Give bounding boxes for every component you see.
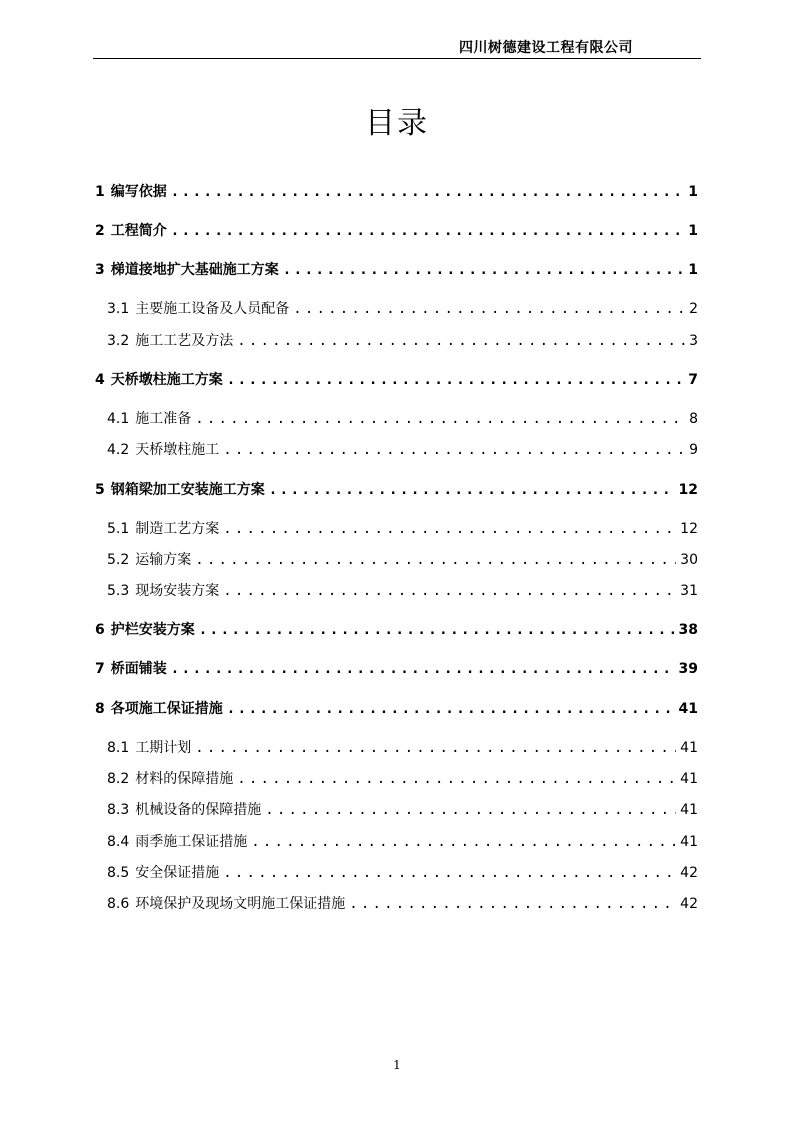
toc-entry-number: 5 [95,482,105,498]
toc-entry-page: 31 [680,583,698,599]
toc-entry-page: 42 [680,896,698,912]
toc-dot-leader [237,771,676,787]
toc-entry-number: 8.3 [107,802,130,818]
toc-entry-label: 编写依据 [110,184,167,200]
toc-entry-label: 机械设备的保障措施 [135,802,262,818]
toc-entry-label: 运输方案 [135,552,192,568]
toc-entry-number: 2 [95,223,105,239]
toc-entry-page: 39 [678,661,698,677]
toc-entry-number: 5.3 [107,583,130,599]
toc-entry-number: 4.2 [107,442,130,458]
toc-dot-leader [223,583,676,599]
toc-dot-leader [227,701,675,717]
toc-dot-leader [223,521,676,537]
toc-entry-page: 12 [678,482,698,498]
toc-entry-page: 1 [688,262,698,278]
toc-entry-page: 2 [689,301,698,317]
toc-entry-page: 41 [680,834,698,850]
toc-dot-leader [199,622,675,638]
toc-entry-page: 7 [688,372,698,388]
toc-entry-8-5[interactable] [107,862,698,882]
toc-entry-label: 钢箱梁加工安装施工方案 [110,482,265,498]
toc-entry-8-2[interactable] [107,768,698,788]
toc-entry-number: 8 [95,701,105,717]
toc-entry-page: 1 [688,223,698,239]
toc-entry-label: 护栏安装方案 [110,622,195,638]
toc-entry-label: 施工准备 [135,411,192,427]
toc-entry-4-1[interactable] [107,408,698,428]
toc-entry-label: 工期计划 [135,740,192,756]
toc-entry-2[interactable] [95,220,698,240]
toc-entry-page: 42 [680,865,698,881]
toc-entry-3-1[interactable] [107,298,698,318]
toc-dot-leader [349,896,676,912]
toc-entry-page: 3 [689,333,698,349]
toc-entry-4-2[interactable] [107,439,698,459]
toc-entry-label: 桥面铺装 [110,661,167,677]
toc-entry-number: 4.1 [107,411,130,427]
toc-entry-page: 41 [680,771,698,787]
header-rule [93,58,701,59]
toc-dot-leader [223,865,676,881]
toc-entry-number: 8.1 [107,740,130,756]
toc-dot-leader [269,482,675,498]
toc-entry-page: 9 [689,442,698,458]
toc-dot-leader [227,372,685,388]
toc-entry-number: 3 [95,262,105,278]
toc-entry-number: 3.1 [107,301,130,317]
toc-entry-number: 3.2 [107,333,130,349]
toc-dot-leader [171,223,685,239]
toc-entry-page: 1 [688,184,698,200]
toc-entry-page: 30 [680,552,698,568]
header-company-name: 四川树德建设工程有限公司 [459,40,633,56]
toc-entry-4[interactable] [95,369,698,389]
toc-entry-label: 梯道接地扩大基础施工方案 [110,262,279,278]
toc-entry-6[interactable] [95,619,698,639]
toc-entry-number: 8.6 [107,896,130,912]
toc-entry-3-2[interactable] [107,330,698,350]
toc-dot-leader [251,834,676,850]
toc-entry-5-3[interactable] [107,580,698,600]
footer-page-number: 1 [393,1058,401,1072]
toc-entry-number: 7 [95,661,105,677]
toc-entry-label: 制造工艺方案 [135,521,220,537]
toc-entry-page: 8 [689,411,698,427]
toc-entry-8[interactable] [95,698,698,718]
toc-dot-leader [195,411,685,427]
page-title: 目录 [365,106,429,141]
toc-dot-leader [171,661,675,677]
toc-dot-leader [195,552,676,568]
toc-entry-5[interactable] [95,479,698,499]
toc-entry-label: 环境保护及现场文明施工保证措施 [135,896,346,912]
toc-dot-leader [265,802,676,818]
toc-entry-number: 5.1 [107,521,130,537]
toc-entry-label: 各项施工保证措施 [110,701,223,717]
toc-dot-leader [237,333,685,349]
toc-entry-page: 12 [680,521,698,537]
toc-dot-leader [283,262,685,278]
toc-dot-leader [293,301,685,317]
toc-entry-label: 现场安装方案 [135,583,220,599]
toc-dot-leader [195,740,676,756]
toc-dot-leader [171,184,685,200]
toc-entry-page: 41 [680,802,698,818]
toc-entry-8-4[interactable] [107,831,698,851]
toc-entry-number: 8.5 [107,865,130,881]
toc-entry-page: 41 [680,740,698,756]
toc-entry-number: 8.4 [107,834,130,850]
toc-entry-page: 41 [678,701,698,717]
toc-entry-label: 安全保证措施 [135,865,220,881]
toc-entry-number: 5.2 [107,552,130,568]
toc-entry-label: 施工工艺及方法 [135,333,234,349]
toc-entry-8-1[interactable] [107,737,698,757]
toc-entry-label: 天桥墩柱施工方案 [110,372,223,388]
toc-entry-label: 工程简介 [110,223,167,239]
toc-dot-leader [223,442,685,458]
toc-entry-8-6[interactable] [107,893,698,913]
toc-entry-8-3[interactable] [107,799,698,819]
toc-entry-5-1[interactable] [107,518,698,538]
toc-entry-label: 雨季施工保证措施 [135,834,248,850]
toc-entry-number: 4 [95,372,105,388]
toc-entry-label: 主要施工设备及人员配备 [135,301,290,317]
toc-entry-number: 1 [95,184,105,200]
toc-entry-page: 38 [678,622,698,638]
toc-entry-label: 天桥墩柱施工 [135,442,220,458]
toc-entry-number: 6 [95,622,105,638]
toc-entry-7[interactable] [95,658,698,678]
toc-entry-label: 材料的保障措施 [135,771,234,787]
toc-entry-5-2[interactable] [107,549,698,569]
toc-entry-number: 8.2 [107,771,130,787]
toc-entry-3[interactable] [95,259,698,279]
toc-entry-1[interactable] [95,181,698,201]
